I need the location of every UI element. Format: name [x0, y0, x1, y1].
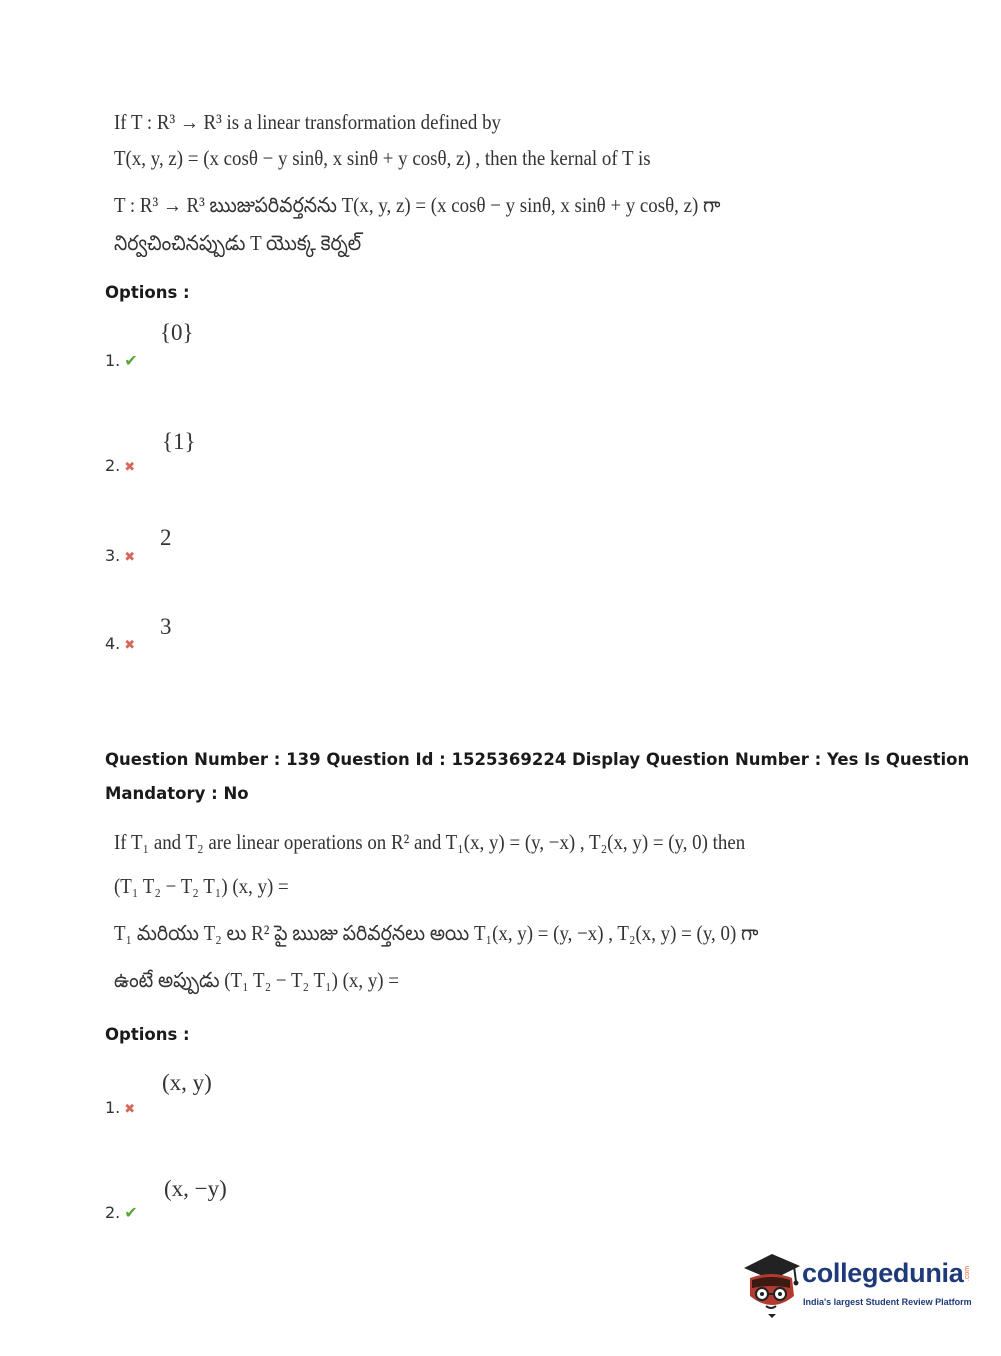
correct-check-icon: ✔: [124, 351, 138, 370]
q139-option-1: [105, 1098, 135, 1117]
q138-option-2-value: {1}: [162, 429, 196, 454]
logo-domain-suffix: .com: [964, 1265, 972, 1282]
q139-stem-telugu-line1: T₁ మరియు T₂ లు R² పై ఋజు పరివర్తనలు అయి T₁(x, y) = (y, −x) , T₂(x, y) = (y, 0) గా: [114, 921, 759, 945]
graduate-mascot-icon: [742, 1248, 802, 1320]
option-number: 1.: [105, 1098, 121, 1117]
option-number: 3.: [105, 546, 121, 565]
q138-stem-telugu-line1: T : R³ → R³ ఋజుపరివర్తనను T(x, y, z) = (x cosθ − y sinθ, x sinθ + y cosθ, z) గా: [114, 193, 721, 217]
q138-option-4: [105, 634, 135, 653]
option-number: 2.: [105, 1203, 121, 1222]
q139-option-2-value: (x, −y): [164, 1176, 227, 1201]
q138-option-4-value: 3: [160, 614, 172, 639]
q138-stem-english-line2: T(x, y, z) = (x cosθ − y sinθ, x sinθ + y cosθ, z) , then the kernal of T is: [114, 146, 651, 170]
q138-option-3-value: 2: [160, 525, 172, 550]
q138-options-label: Options :: [105, 283, 190, 302]
q139-option-2: [105, 1203, 138, 1222]
q139-meta-line1: Question Number : 139 Question Id : 1525369224 Display Question Number : Yes Is Question: [105, 750, 970, 769]
logo-tagline: India's largest Student Review Platform: [803, 1297, 972, 1307]
q138-option-2: [105, 456, 135, 475]
wrong-cross-icon: ✖: [124, 1102, 136, 1117]
q139-stem-english-line1: If T₁ and T₂ are linear operations on R² and T₁(x, y) = (y, −x) , T₂(x, y) = (y, 0) then: [114, 830, 746, 854]
q139-stem-english-line2: (T₁ T₂ − T₂ T₁) (x, y) =: [114, 874, 289, 898]
q138-stem-telugu-line2: నిర్వచించినప్పుడు T యొక్క కెర్నల్: [114, 231, 362, 255]
wrong-cross-icon: ✖: [124, 460, 136, 475]
wrong-cross-icon: ✖: [124, 638, 136, 653]
option-number: 4.: [105, 634, 121, 653]
option-number: 1.: [105, 351, 121, 370]
q138-stem-english-line1: If T : R³ → R³ is a linear transformation defined by: [114, 110, 501, 134]
q139-stem-telugu-line2: ఉంటే అప్పుడు (T₁ T₂ − T₂ T₁) (x, y) =: [114, 968, 399, 992]
q139-meta-line2: Mandatory : No: [105, 784, 249, 803]
q139-options-label: Options :: [105, 1025, 190, 1044]
logo-wordmark: collegedunia: [802, 1258, 964, 1288]
q138-option-3: [105, 546, 135, 565]
wrong-cross-icon: ✖: [124, 550, 136, 565]
correct-check-icon: ✔: [124, 1203, 138, 1222]
option-number: 2.: [105, 456, 121, 475]
collegedunia-logo[interactable]: [742, 1248, 972, 1320]
q139-option-1-value: (x, y): [162, 1070, 212, 1095]
q138-option-1: [105, 351, 138, 370]
q138-option-1-value: {0}: [160, 320, 194, 345]
